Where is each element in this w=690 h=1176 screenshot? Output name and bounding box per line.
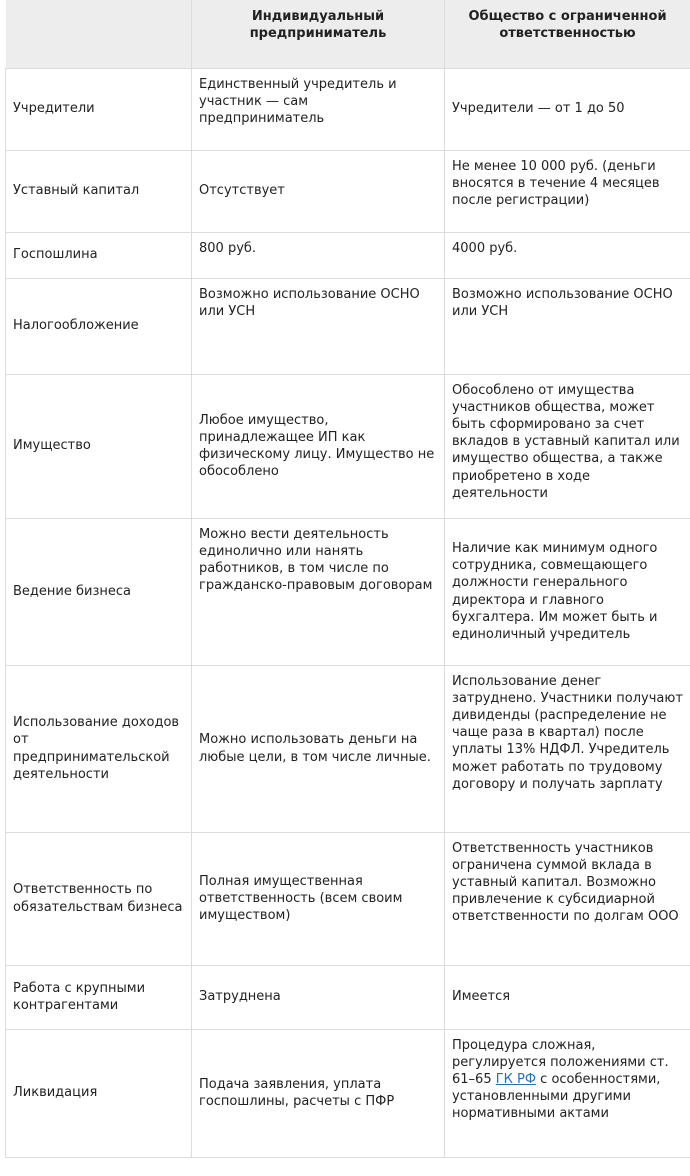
table-header-row [6,0,690,68]
table-row [6,1029,690,1157]
header-ooo: Общество с ограниченной ответственностью [445,0,690,68]
row-label: Работа с крупными контрагентами [6,965,192,1029]
cell-ooo: Учредители — от 1 до 50 [445,68,690,150]
table-row [6,965,690,1029]
cell-ooo-text: Не менее 10 000 руб. (деньги вносятся в течение 4 месяцев после регистрации) [452,158,660,208]
header-empty-cell [6,0,192,68]
header-ip: Индивидуальный предприниматель [192,0,445,68]
table-row [6,278,690,374]
table-row [6,232,690,278]
cell-ip: Полная имущественная ответственность (всем своим имуществом) [192,832,445,965]
row-label: Учредители [6,68,192,150]
cell-ip: Подача заявления, уплата госпошлины, расчеты с ПФР [192,1029,445,1157]
cell-ip-text: 800 руб. [199,240,257,256]
cell-ip-text: Можно вести деятельность единолично или нанять работников, в том числе по гражданско-правовым договорам [199,526,433,594]
cell-ip [192,518,445,665]
table-row [6,374,690,518]
cell-ip [192,232,445,278]
cell-ooo-text: Использование денег затруднено. Участники получают дивиденды (распределение не чаще раза в квартал) после уплаты 13% НДФЛ. Учредитель может работать по трудовому договору и получать зарплату [452,673,683,792]
table-row [6,665,690,832]
cell-ooo [445,150,690,232]
comparison-table [5,0,690,1158]
gk-rf-link[interactable]: ГК РФ [495,1071,537,1087]
cell-ip: Затруднена [192,965,445,1029]
cell-ip [192,68,445,150]
cell-ooo: Наличие как минимум одного сотрудника, совмещающего должности генерального директора и главного бухгалтера. Им может быть и единоличный учредитель [445,518,690,665]
cell-ooo: Имеется [445,965,690,1029]
cell-ip-text: Единственный учредитель и участник — сам предприниматель [199,76,397,126]
row-label: Уставный капитал [6,150,192,232]
cell-ip [192,278,445,374]
cell-ooo-text: Ответственность участников ограничена суммой вклада в уставный капитал. Возможно привлечение к субсидиарной ответственности по долгам ООО [452,840,679,925]
row-label: Ликвидация [6,1029,192,1157]
row-label: Ведение бизнеса [6,518,192,665]
cell-ooo [445,665,690,832]
row-label: Налогообложение [6,278,192,374]
row-label: Ответственность по обязательствам бизнеса [6,832,192,965]
table-row [6,518,690,665]
cell-ooo-text: Возможно использование ОСНО или УСН [452,286,673,319]
cell-ip: Отсутствует [192,150,445,232]
row-label: Имущество [6,374,192,518]
cell-ooo [445,1029,690,1157]
row-label: Госпошлина [6,232,192,278]
cell-ooo [445,374,690,518]
cell-ooo [445,832,690,965]
cell-ooo-text: Обособлено от имущества участников общества, может быть сформировано за счет вкладов в уставный капитал или имущество общества, а также приобретено в ходе деятельности [452,382,680,501]
row-label: Использование доходов от предпринимательской деятельности [6,665,192,832]
cell-ip-text: Возможно использование ОСНО или УСН [199,286,420,319]
cell-ip: Любое имущество, принадлежащее ИП как физическому лицу. Имущество не обособлено [192,374,445,518]
table-row [6,150,690,232]
cell-ooo [445,232,690,278]
text-before-link: Процедура сложная, регулируется положениями ст. 61–65 [452,1037,669,1087]
cell-ooo-text: 4000 руб. [452,240,518,256]
cell-ooo-text [452,1030,683,1123]
cell-ooo [445,278,690,374]
table-row [6,832,690,965]
cell-ip: Можно использовать деньги на любые цели, в том числе личные. [192,665,445,832]
text-after-link: с особенностями, установленными другими нормативными актами [452,1071,661,1122]
table-row [6,68,690,150]
